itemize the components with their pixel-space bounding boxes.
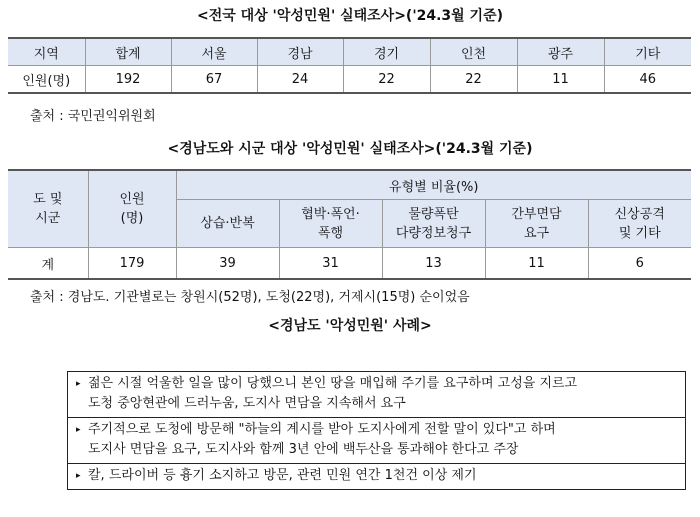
table-cell: 11 — [517, 66, 604, 94]
source-note-gyeongnam: 출처 : 경남도. 기관별로는 창원시(52명), 도청(22명), 거제시(15명) 순이었음 — [30, 290, 470, 305]
table-row — [8, 66, 691, 94]
gyeongnam-survey-table — [8, 169, 691, 280]
table-cell: 22 — [430, 66, 517, 94]
triangle-bullet-icon: ▸ — [76, 425, 81, 435]
subheader-cell: 상습·반복 — [176, 200, 279, 248]
list-item — [68, 417, 685, 463]
list-item — [68, 463, 685, 489]
header-cell: 지역 — [8, 38, 85, 66]
table-cell: 13 — [382, 248, 485, 280]
list-item — [68, 372, 685, 417]
header-cell: 경기 — [343, 38, 430, 66]
header-cell: 합계 — [85, 38, 171, 66]
table-cell: 11 — [485, 248, 588, 280]
table-cell: 22 — [343, 66, 430, 94]
table-cell: 39 — [176, 248, 279, 280]
table-header-row — [8, 170, 691, 200]
table-cell: 192 — [85, 66, 171, 94]
triangle-bullet-icon: ▸ — [76, 471, 81, 481]
source-note-national: 출처 : 국민권익위원회 — [30, 109, 156, 124]
national-survey-table — [8, 37, 691, 94]
header-cell: 기타 — [604, 38, 691, 66]
table-row — [8, 248, 691, 280]
triangle-bullet-icon: ▸ — [76, 379, 81, 389]
case-text: 젊은 시절 억울한 일을 많이 당했으니 본인 땅을 매입해 주기를 요구하며 고성을 지르고 도청 중앙현관에 드러누움, 도지사 면담을 지속해서 요구 — [88, 376, 578, 411]
table-cell: 24 — [257, 66, 343, 94]
table-cell: 179 — [88, 248, 176, 280]
gyeongnam-survey-title: <경남도와 시군 대상 '악성민원' 실태조사>('24.3월 기준) — [167, 141, 533, 157]
header-cell: 인원 (명) — [88, 170, 176, 248]
cases-title: <경남도 '악성민원' 사례> — [268, 318, 432, 334]
table-cell: 31 — [279, 248, 382, 280]
table-header-row — [8, 38, 691, 66]
table-cell: 6 — [588, 248, 691, 280]
case-text: 주기적으로 도청에 방문해 "하늘의 계시를 받아 도지사에게 전할 말이 있다"고 하며 도지사 면담을 요구, 도지사와 함께 3년 안에 백두산을 통과해야 한다고 주장 — [88, 422, 556, 457]
national-survey-title: <전국 대상 '악성민원' 실태조사>('24.3월 기준) — [196, 8, 503, 24]
header-cell: 경남 — [257, 38, 343, 66]
subheader-cell: 물량폭탄 다량정보청구 — [382, 200, 485, 248]
row-label-cell: 계 — [8, 248, 88, 280]
header-cell: 인천 — [430, 38, 517, 66]
case-text: 칼, 드라이버 등 흉기 소지하고 방문, 관련 민원 연간 1천건 이상 제기 — [88, 468, 477, 483]
header-cell: 도 및 시군 — [8, 170, 88, 248]
table-cell: 67 — [171, 66, 257, 94]
subheader-cell: 협박·폭언· 폭행 — [279, 200, 382, 248]
cases-box — [67, 371, 686, 490]
subheader-cell: 간부면담 요구 — [485, 200, 588, 248]
table-cell: 46 — [604, 66, 691, 94]
group-header-cell: 유형별 비율(%) — [176, 170, 691, 200]
header-cell: 서울 — [171, 38, 257, 66]
header-cell: 광주 — [517, 38, 604, 66]
row-label-cell: 인원(명) — [8, 66, 85, 94]
subheader-cell: 신상공격 및 기타 — [588, 200, 691, 248]
